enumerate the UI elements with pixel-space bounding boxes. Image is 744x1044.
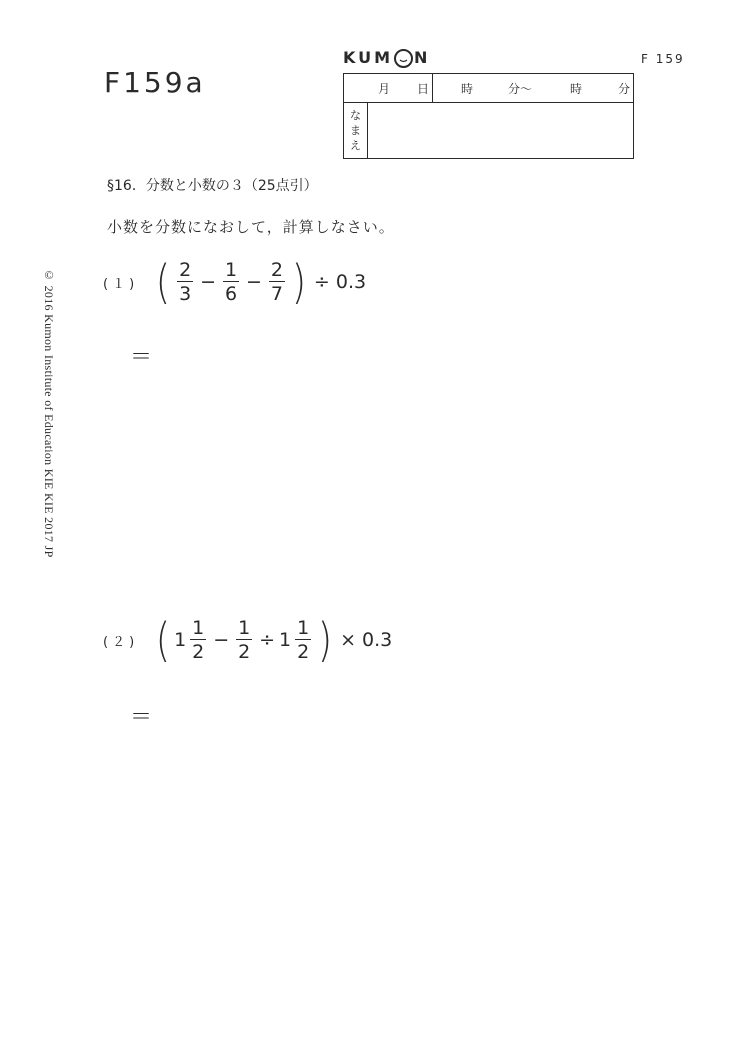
end-hour-label: 時	[570, 82, 583, 96]
logo-text-suffix: N	[414, 48, 431, 67]
month-label: 月	[378, 82, 391, 96]
numerator: 1	[224, 259, 238, 281]
problem-number: (１)	[103, 276, 139, 292]
name-label-char: な	[350, 109, 361, 122]
operator: ÷	[259, 629, 276, 651]
fraction	[269, 260, 285, 304]
fraction	[190, 618, 206, 662]
numerator: 2	[179, 259, 192, 281]
day-label: 日	[417, 82, 430, 96]
name-label-char: え	[350, 139, 361, 152]
numerator: 1	[192, 617, 205, 639]
denominator: 3	[179, 283, 192, 305]
numerator: 1	[297, 617, 310, 639]
name-label	[344, 103, 368, 158]
numerator: 1	[238, 617, 251, 639]
kumon-face-icon	[394, 49, 413, 68]
date-cell[interactable]	[344, 74, 433, 102]
denominator: 2	[297, 641, 310, 663]
denominator: 7	[270, 283, 283, 305]
open-paren: (	[155, 255, 171, 309]
close-paren: )	[317, 613, 333, 667]
date-time-row	[344, 74, 633, 103]
whole-number: 1	[174, 629, 187, 651]
copyright-notice: © 2016 Kumon Institute of Education KIE KIE 2017 JP	[42, 268, 56, 558]
fraction	[177, 260, 193, 304]
denominator: 2	[192, 641, 205, 663]
kumon-logo	[343, 48, 430, 68]
operator: −	[213, 629, 230, 651]
expression-tail: × 0.3	[340, 629, 393, 651]
date-name-box	[343, 73, 634, 159]
denominator: 6	[224, 283, 238, 305]
answer-area-2[interactable]	[150, 740, 630, 990]
worksheet-code: F159a	[104, 66, 206, 99]
fraction	[236, 618, 252, 662]
operator: −	[200, 271, 217, 293]
instruction: 小数を分数になおして，計算しなさい。	[107, 218, 395, 236]
name-field[interactable]	[369, 103, 633, 158]
equals-sign: ＝	[130, 345, 153, 370]
operator: −	[246, 271, 262, 293]
fraction	[295, 618, 311, 662]
logo-text-prefix: KUM	[343, 48, 394, 67]
end-minute-label: 分	[618, 82, 631, 96]
name-label-char: ま	[350, 124, 361, 137]
fraction	[223, 260, 239, 304]
open-paren: (	[155, 613, 171, 667]
numerator: 2	[270, 259, 283, 281]
whole-number: 1	[279, 629, 292, 651]
close-paren: )	[291, 255, 307, 309]
section-title: §16．分数と小数の３（25点引）	[107, 178, 318, 194]
answer-area-1[interactable]	[150, 380, 630, 600]
page-code: F 159	[641, 52, 685, 66]
expression-tail: ÷ 0.3	[313, 271, 367, 293]
equals-sign: ＝	[130, 705, 153, 730]
problem-number: (２)	[103, 634, 139, 650]
denominator: 2	[238, 641, 251, 663]
start-hour-label: 時	[461, 82, 474, 96]
problem-2	[103, 613, 396, 667]
problem-1	[103, 255, 370, 309]
start-minute-label: 分〜	[508, 82, 533, 96]
